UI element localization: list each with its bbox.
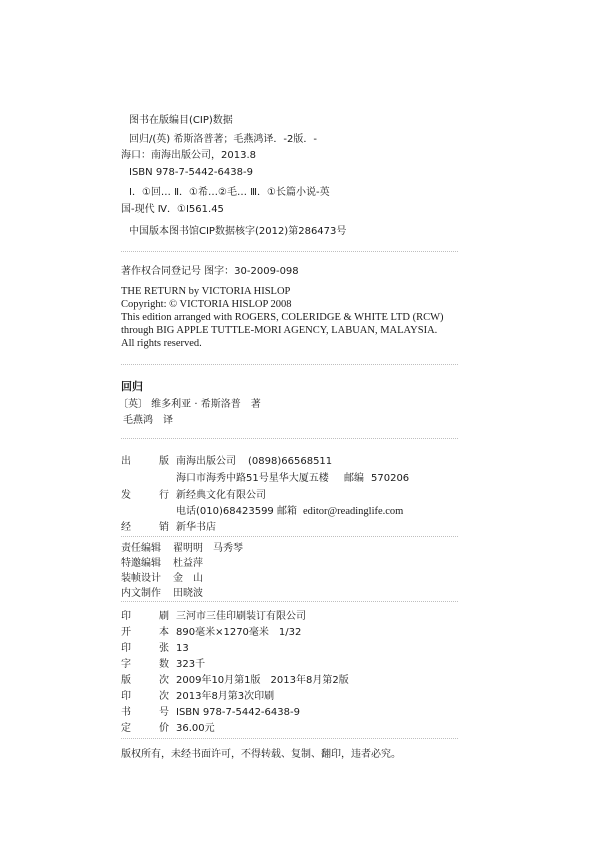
email-address: editor@readinglife.com: [303, 506, 404, 517]
impression-value: 2013年8月第3次印刷: [176, 691, 275, 702]
cip-line-4: Ⅰ．①回… Ⅱ．①希…②毛… Ⅲ．①长篇小说-英: [129, 187, 330, 198]
printer-label: 印 刷: [121, 611, 169, 622]
divider: [121, 738, 458, 739]
divider: [121, 536, 458, 537]
publisher-address: 海口市海秀中路51号星华大厦五楼: [176, 473, 329, 484]
book-translator: 毛燕鸿 译: [123, 415, 173, 426]
price-label: 定 价: [121, 723, 169, 734]
responsible-editor-label: 责任编辑: [121, 543, 161, 554]
cip-line-6: 中国版本图书馆CIP数据核字(2012)第286473号: [129, 226, 347, 237]
word-count-label: 字 数: [121, 659, 169, 670]
edition-value: 2009年10月第1版 2013年8月第2版: [176, 675, 349, 686]
english-line-5: All rights reserved.: [121, 338, 202, 349]
copyright-registration: 著作权合同登记号 图字：30-2009-098: [121, 266, 299, 277]
issuer-phone: 电话(010)68423599: [176, 506, 274, 517]
cover-designer: 金 山: [173, 573, 203, 584]
format-label: 开 本: [121, 627, 169, 638]
format-value: 890毫米×1270毫米 1/32: [176, 627, 302, 638]
publisher-name: 南海出版公司: [176, 456, 236, 467]
impression-label: 印 次: [121, 691, 169, 702]
english-line-3: This edition arranged with ROGERS, COLERIDGE & WHITE LTD (RCW): [121, 312, 444, 323]
special-editor: 杜益萍: [173, 558, 203, 569]
english-line-2: Copyright: © VICTORIA HISLOP 2008: [121, 299, 292, 310]
divider: [121, 364, 458, 365]
distributor-label: 经 销: [121, 522, 169, 533]
cip-line-1: 回归/(英) 希斯洛普著；毛燕鸿译．-2版．-: [129, 134, 317, 145]
sheets-value: 13: [176, 643, 189, 654]
postcode: 570206: [371, 473, 410, 484]
email-label: 邮箱: [277, 506, 297, 517]
issuer-name: 新经典文化有限公司: [176, 490, 266, 501]
distributor-name: 新华书店: [176, 522, 216, 533]
isbn-value: ISBN 978-7-5442-6438-9: [176, 707, 300, 718]
english-line-4: through BIG APPLE TUTTLE-MORI AGENCY, LABUAN, MALAYSIA.: [121, 325, 438, 336]
layout-label: 内文制作: [121, 588, 161, 599]
book-title: 回归: [121, 380, 143, 393]
responsible-editor: 翟明明 马秀琴: [173, 543, 243, 554]
divider: [121, 601, 458, 602]
cip-line-2: 海口：南海出版公司，2013.8: [121, 150, 256, 161]
divider: [121, 438, 458, 439]
word-count: 323千: [176, 659, 206, 670]
issue-label: 发 行: [121, 490, 169, 501]
postcode-label: 邮编: [344, 473, 364, 484]
isbn-label: 书 号: [121, 707, 169, 718]
rights-notice: 版权所有，未经书面许可，不得转载、复制、翻印，违者必究。: [121, 749, 401, 760]
cip-line-3: ISBN 978-7-5442-6438-9: [129, 167, 253, 178]
english-line-1: THE RETURN by VICTORIA HISLOP: [121, 286, 291, 297]
publish-label: 出 版: [121, 456, 169, 467]
sheets-label: 印 张: [121, 643, 169, 654]
cip-line-5: 国-现代 Ⅳ．①I561.45: [121, 204, 224, 215]
printer-name: 三河市三佳印刷装订有限公司: [176, 611, 306, 622]
cip-heading: 图书在版编目(CIP)数据: [129, 115, 233, 126]
edition-label: 版 次: [121, 675, 169, 686]
publisher-phone: (0898)66568511: [248, 456, 333, 467]
divider: [121, 251, 458, 252]
price-value: 36.00元: [176, 723, 215, 734]
book-author: 〔英〕 维多利亚 · 希斯洛普 著: [118, 399, 261, 410]
layout-producer: 田晓波: [173, 588, 203, 599]
cover-design-label: 装帧设计: [121, 573, 161, 584]
special-editor-label: 特邀编辑: [121, 558, 161, 569]
